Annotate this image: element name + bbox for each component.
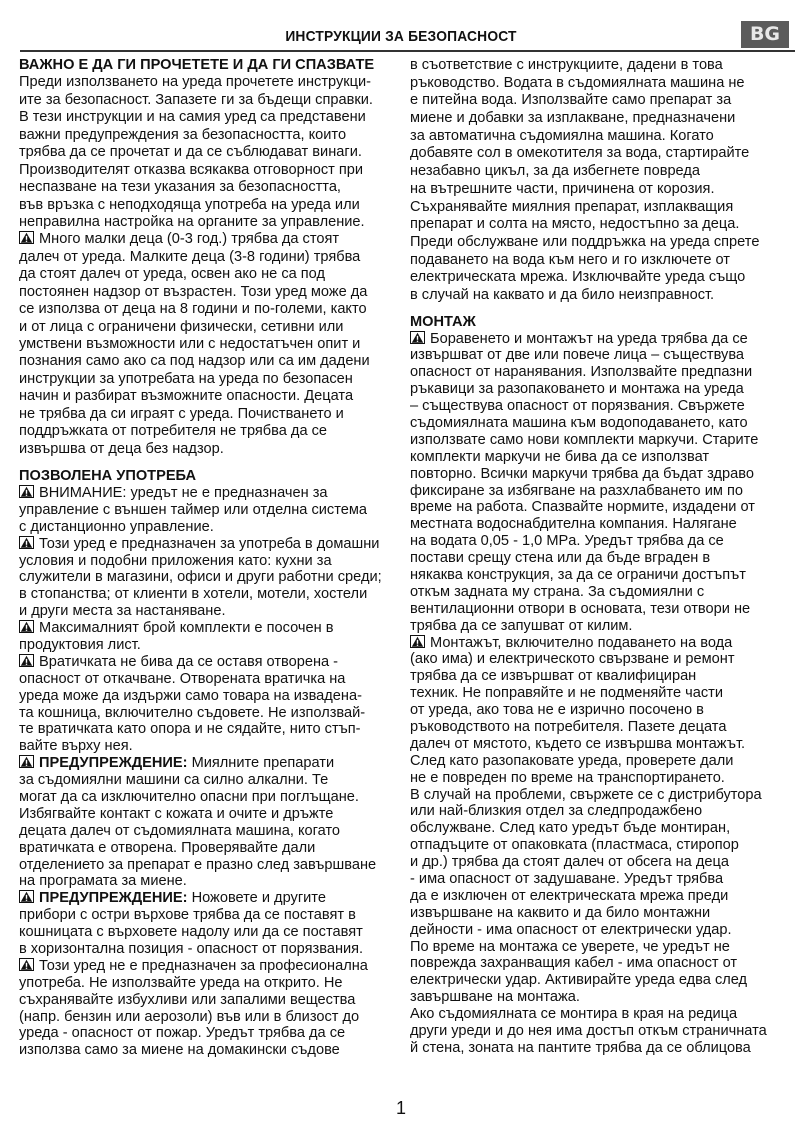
text-line bbox=[410, 550, 802, 567]
line-text: Боравенето и монтажът на уреда трябва да се bbox=[430, 330, 748, 347]
line-text: Монтажът, включително подаването на вода bbox=[430, 634, 733, 651]
line-text: от уреда, ако това не е изрично посочено в bbox=[410, 702, 704, 719]
text-line bbox=[19, 406, 409, 423]
text-line bbox=[19, 92, 409, 109]
line-text: уреда може да издържи само товара на извадена- bbox=[19, 687, 362, 704]
text-line bbox=[410, 57, 802, 75]
line-text: не е повреден по време на транспортирането. bbox=[410, 769, 725, 786]
line-text: управление с външен таймер или отделна система bbox=[19, 501, 368, 518]
line-text: незабавно цикъл, за да избегнете повреда bbox=[410, 163, 700, 180]
line-text: умствени възможности или с недостатъчен опит и bbox=[19, 336, 361, 352]
text-line bbox=[19, 890, 409, 907]
line-text: След като разопаковате уреда, проверете дали bbox=[410, 752, 734, 769]
text-line bbox=[19, 637, 409, 654]
text-line bbox=[410, 584, 802, 601]
line-text: използва само за миене на домакински съдове bbox=[19, 1042, 340, 1059]
text-line bbox=[410, 483, 802, 500]
warning-label: ПРЕДУПРЕЖДЕНИЕ: bbox=[39, 890, 188, 907]
line-text: извършват от две или повече лица – съществува bbox=[410, 347, 745, 364]
text-line bbox=[410, 364, 802, 381]
text-line bbox=[19, 301, 409, 318]
page-number: 1 bbox=[395, 1098, 406, 1118]
line-text: начин и разбират възможните опасности. Децата bbox=[19, 388, 354, 405]
text-line bbox=[19, 958, 409, 975]
line-text: ВАЖНО Е ДА ГИ ПРОЧЕТЕТЕ И ДА ГИ СПАЗВАТЕ bbox=[19, 57, 375, 73]
text-line bbox=[19, 975, 409, 992]
text-line bbox=[410, 381, 802, 398]
text-line bbox=[19, 502, 409, 519]
text-line bbox=[19, 924, 409, 941]
text-line bbox=[19, 941, 409, 958]
line-text: прибори с остри върхове трябва да се поставят в bbox=[19, 907, 356, 924]
line-text: могат да са изключително опасни при поглъщане. bbox=[19, 788, 359, 805]
line-text: и др.) трябва да стоят далеч от обсега на деца bbox=[410, 854, 729, 871]
text-line bbox=[410, 668, 802, 685]
text-line bbox=[410, 888, 802, 905]
text-line bbox=[19, 688, 409, 705]
line-text: не трябва да си играят с уреда. Почистването и bbox=[19, 405, 344, 422]
line-text: завършване на монтажа. bbox=[410, 989, 580, 1006]
line-text: ръководството на потребителя. Пазете децата bbox=[410, 719, 727, 735]
text-line bbox=[19, 840, 409, 857]
line-text: вентилационни отвори в основата, тези отвори не bbox=[410, 600, 751, 617]
section-heading bbox=[19, 468, 409, 485]
text-line bbox=[410, 287, 802, 305]
line-text: подаването на вода към него и го изключете от bbox=[410, 251, 730, 268]
line-text: някаква конструкция, за да се ограничи достъпът bbox=[410, 566, 746, 583]
line-text: местната водоснабдителна компания. Налягане bbox=[410, 516, 737, 533]
line-text: се използва от деца на 8 години и по-големи, както bbox=[19, 301, 367, 318]
warning-icon bbox=[19, 890, 34, 903]
header-divider bbox=[20, 50, 795, 52]
line-text: вратичката е отворена. Проверявайте дали bbox=[19, 839, 316, 856]
line-text: Избягвайте контакт с кожата и очите и дръжте bbox=[19, 805, 334, 822]
line-text: електрически удар. Активирайте уреда едва след bbox=[410, 972, 748, 989]
line-text: Много малки деца (0-3 год.) трябва да стоят bbox=[39, 231, 340, 248]
text-line bbox=[410, 75, 802, 93]
line-text: време на работа. Спазвайте нормите, издадени от bbox=[410, 499, 755, 516]
line-text: използвате само нови комплекти маркучи. Старите bbox=[410, 431, 759, 448]
line-text: отделението за препарат е празно след завършване bbox=[19, 856, 377, 873]
line-text: е питейна вода. Използвайте само препарат за bbox=[410, 92, 732, 109]
line-text: повторно. Всички маркучи трябва да бъдат здраво bbox=[410, 465, 754, 482]
text-line bbox=[19, 823, 409, 840]
text-line bbox=[410, 533, 802, 550]
warning-icon bbox=[19, 654, 34, 667]
text-line bbox=[410, 972, 802, 989]
line-text: в хоризонтална позиция - опасност от порязвания. bbox=[19, 941, 364, 957]
line-text: на водата 0,05 - 1,0 MPa. Уредът трябва да се bbox=[410, 533, 724, 550]
text-section bbox=[410, 57, 802, 305]
line-text: кошницата с върховете надолу или да се поставят bbox=[19, 924, 363, 941]
line-text: трябва да се запушват от килим. bbox=[410, 617, 633, 634]
warning-icon bbox=[19, 485, 34, 498]
text-line bbox=[19, 485, 409, 502]
text-line bbox=[19, 620, 409, 637]
text-line bbox=[410, 922, 802, 939]
line-text: ите за безопасност. Запазете ги за бъдещи справки. bbox=[19, 91, 373, 108]
text-line bbox=[410, 252, 802, 270]
text-line bbox=[19, 74, 409, 91]
line-text: Максималният брой комплекти е посочен в bbox=[39, 620, 334, 637]
text-line bbox=[410, 1023, 802, 1040]
text-line bbox=[19, 603, 409, 620]
warning-icon bbox=[410, 635, 425, 648]
text-line bbox=[410, 145, 802, 163]
line-text: трябва да се прочетат и да се съблюдават винаги. bbox=[19, 144, 362, 161]
text-line bbox=[410, 128, 802, 146]
line-text: Преди използването на уреда прочетете инструкци- bbox=[19, 74, 372, 91]
line-text: далеч от мястото, където се извършва монтажът. bbox=[410, 735, 746, 752]
text-line bbox=[410, 516, 802, 533]
line-text: постави срещу стена или да бъде вграден в bbox=[410, 550, 711, 567]
line-text: в случай на каквато и да било неизправност. bbox=[410, 286, 715, 303]
text-line bbox=[19, 1042, 409, 1059]
language-badge: BG bbox=[741, 21, 789, 48]
line-text: - има опасност от задушаване. Уредът трябва bbox=[410, 871, 724, 888]
line-text: за автоматична съдомиялна машина. Когато bbox=[410, 127, 714, 144]
warning-icon bbox=[19, 536, 34, 549]
text-line bbox=[410, 905, 802, 922]
line-text: – съществува опасност от порязвания. Свържете bbox=[410, 398, 745, 415]
line-text: комплекти маркучи не бива да се използват bbox=[410, 448, 710, 465]
text-line bbox=[19, 772, 409, 789]
text-line bbox=[410, 651, 802, 668]
line-text: служители в магазини, офиси и други работни среди; bbox=[19, 569, 382, 586]
warning-icon bbox=[19, 755, 34, 768]
text-line bbox=[19, 423, 409, 440]
text-line bbox=[19, 536, 409, 553]
text-line bbox=[410, 989, 802, 1006]
line-text: инструкции за употребата на уреда по безопасен bbox=[19, 370, 353, 387]
text-line bbox=[19, 519, 409, 536]
line-text: да е изключен от електрическата мрежа преди bbox=[410, 887, 729, 904]
text-line bbox=[19, 319, 409, 336]
text-line bbox=[410, 753, 802, 770]
text-line bbox=[19, 144, 409, 161]
text-line bbox=[410, 432, 802, 449]
text-line bbox=[19, 197, 409, 214]
text-line bbox=[410, 685, 802, 702]
line-text: или най-близкия отдел за следпродажбено bbox=[410, 803, 703, 820]
text-line bbox=[410, 803, 802, 820]
text-line bbox=[410, 234, 802, 252]
line-text: ПОЗВОЛЕНА УПОТРЕБА bbox=[19, 468, 197, 485]
left-column bbox=[19, 57, 409, 1059]
text-line bbox=[410, 163, 802, 181]
text-line bbox=[410, 635, 802, 652]
line-text: Този уред не е предназначен за професионална bbox=[39, 957, 368, 974]
line-text: далеч от уреда. Малките деца (3-8 години) трябва bbox=[19, 248, 361, 265]
line-text: постоянен надзор от възрастен. Този уред може да bbox=[19, 283, 368, 300]
text-line bbox=[19, 336, 409, 353]
line-text: на вътрешните части, причинена от корозия. bbox=[410, 180, 715, 197]
line-text: Миялните препарати bbox=[187, 755, 335, 772]
text-line bbox=[410, 499, 802, 516]
line-text: В тези инструкции и на самия уред са представени bbox=[19, 109, 366, 126]
text-line bbox=[19, 109, 409, 126]
text-line bbox=[19, 388, 409, 405]
line-text: употреба. Не използвайте уреда на открито. Не bbox=[19, 974, 343, 991]
text-line bbox=[410, 719, 802, 736]
line-text: добавяте сол в омекотителя за вода, стартирайте bbox=[410, 145, 750, 162]
text-line bbox=[19, 1009, 409, 1026]
line-text: за съдомиялни машини са силно алкални. Те bbox=[19, 772, 329, 789]
text-line bbox=[19, 671, 409, 688]
line-text: продуктовия лист. bbox=[19, 636, 141, 653]
line-text: в стопанства; от клиенти в хотели, мотели, хостели bbox=[19, 586, 368, 603]
line-text: на програмата за миене. bbox=[19, 873, 187, 890]
text-line bbox=[19, 127, 409, 144]
text-line bbox=[410, 181, 802, 199]
text-line bbox=[410, 398, 802, 415]
text-line bbox=[19, 371, 409, 388]
text-line bbox=[19, 249, 409, 266]
section-heading bbox=[410, 314, 802, 331]
line-text: дейности - има опасност от електрически удар. bbox=[410, 921, 732, 938]
line-text: та кошница, включително съдовете. Не използвай- bbox=[19, 704, 366, 721]
text-line bbox=[410, 269, 802, 287]
line-text: Съхранявайте миялния препарат, изплакващия bbox=[410, 198, 734, 215]
right-column bbox=[410, 57, 802, 1057]
text-line bbox=[410, 415, 802, 432]
line-text: вайте върху нея. bbox=[19, 738, 133, 755]
text-line bbox=[410, 820, 802, 837]
line-text: други уреди и до нея има достъп откъм страничната bbox=[410, 1023, 767, 1040]
line-text: ВНИМАНИЕ: уредът не е предназначен за bbox=[39, 484, 328, 501]
text-line bbox=[19, 806, 409, 823]
text-line bbox=[410, 854, 802, 871]
text-line bbox=[19, 553, 409, 570]
text-line bbox=[19, 284, 409, 301]
text-line bbox=[19, 441, 409, 458]
text-line bbox=[19, 873, 409, 890]
line-text: извършва от деца без надзор. bbox=[19, 440, 224, 457]
line-text: Производителят отказва всякаква отговорност при bbox=[19, 161, 364, 178]
text-line bbox=[410, 449, 802, 466]
line-text: Вратичката не бива да се оставя отворена - bbox=[39, 653, 339, 670]
line-text: Този уред е предназначен за употреба в домашни bbox=[39, 535, 380, 552]
line-text: опасност от откачване. Отворената вратичка на bbox=[19, 670, 346, 687]
line-text: с дистанционно управление. bbox=[19, 518, 214, 535]
line-text: опасност от наранявания. Използвайте предпазни bbox=[410, 364, 753, 381]
text-line bbox=[19, 654, 409, 671]
line-text: В случай на проблеми, свържете се с дистрибутора bbox=[410, 786, 762, 803]
section-heading bbox=[19, 57, 409, 74]
line-text: във връзка с неподходяща употреба на уреда или bbox=[19, 196, 360, 213]
line-text: съдомиялната машина към водоподаването, като bbox=[410, 414, 748, 431]
line-text: техник. Не поправяйте и не подменяйте части bbox=[410, 685, 723, 702]
text-line bbox=[19, 162, 409, 179]
text-line bbox=[410, 216, 802, 234]
line-text: важни предупреждения за безопасността, които bbox=[19, 126, 347, 143]
line-text: уреда - опасност от пожар. Уредът трябва да се bbox=[19, 1025, 346, 1042]
text-line bbox=[19, 1025, 409, 1042]
line-text: условия и подобни приложения като: кухни за bbox=[19, 552, 332, 569]
line-text: и други места за настаняване. bbox=[19, 603, 226, 620]
text-line bbox=[410, 331, 802, 348]
line-text: откъм задната му страна. За съдомиялни с bbox=[410, 583, 705, 600]
text-line bbox=[19, 755, 409, 772]
line-text: Преди обслужване или поддръжка на уреда спрете bbox=[410, 233, 760, 250]
text-line bbox=[410, 110, 802, 128]
line-text: (напр. бензин или аерозоли) във или в близост до bbox=[19, 1008, 360, 1025]
text-line bbox=[19, 992, 409, 1009]
line-text: обслужване. След като уредът бъде монтиран, bbox=[410, 820, 731, 837]
line-text: извършване на каквито и да било монтажни bbox=[410, 904, 711, 921]
line-text: ръкавици за разопаковането и монтажа на уреда bbox=[410, 381, 744, 398]
line-text: МОНТАЖ bbox=[410, 313, 476, 330]
page-title: ИНСТРУКЦИИ ЗА БЕЗОПАСНОСТ bbox=[285, 28, 517, 45]
warning-label: ПРЕДУПРЕЖДЕНИЕ: bbox=[39, 755, 188, 772]
text-line bbox=[410, 837, 802, 854]
text-section bbox=[19, 57, 409, 458]
line-text: поддръжката от потребителя не трябва да се bbox=[19, 423, 328, 440]
text-line bbox=[410, 770, 802, 787]
text-line bbox=[410, 199, 802, 217]
text-line bbox=[410, 92, 802, 110]
text-line bbox=[410, 871, 802, 888]
line-text: децата далеч от съдомиялната машина, когато bbox=[19, 822, 341, 839]
text-line bbox=[19, 789, 409, 806]
line-text: препарат и солта на място, недостъпно за деца. bbox=[410, 216, 740, 233]
line-text: съхранявайте избухливи или запалими вещества bbox=[19, 991, 356, 1008]
text-line bbox=[19, 231, 409, 248]
text-line bbox=[19, 266, 409, 283]
text-line bbox=[19, 857, 409, 874]
warning-icon bbox=[410, 331, 425, 344]
warning-icon bbox=[19, 620, 34, 633]
text-section bbox=[19, 468, 409, 1059]
line-text: и от лица с ограничени физически, сетивни или bbox=[19, 318, 344, 335]
line-text: неправилна настройка на органите за управление. bbox=[19, 213, 365, 230]
line-text: отпадъците от опаковката (пластмаса, стиропор bbox=[410, 837, 739, 854]
line-text: фиксиране за избягване на разхлабването им по bbox=[410, 482, 743, 499]
text-line bbox=[19, 738, 409, 755]
line-text: те вратичката като опора и не сядайте, нито стъп- bbox=[19, 721, 361, 738]
text-line bbox=[410, 702, 802, 719]
line-text: познания само ако са под надзор или са им дадени bbox=[19, 353, 370, 370]
line-text: неспазване на тези указания за безопасността, bbox=[19, 179, 341, 196]
text-line bbox=[410, 939, 802, 956]
text-line bbox=[410, 466, 802, 483]
text-line bbox=[410, 618, 802, 635]
line-text: ръководство. Водата в съдомиялната машина не bbox=[410, 74, 745, 91]
text-line bbox=[19, 214, 409, 231]
text-section bbox=[410, 314, 802, 1057]
text-line bbox=[410, 955, 802, 972]
line-text: (ако има) и електрическото свързване и ремонт bbox=[410, 651, 735, 668]
warning-icon bbox=[19, 958, 34, 971]
text-line bbox=[19, 721, 409, 738]
line-text: да стоят далеч от уреда, освен ако не са под bbox=[19, 266, 325, 283]
text-line bbox=[410, 601, 802, 618]
warning-icon bbox=[19, 231, 34, 244]
text-line bbox=[19, 569, 409, 586]
text-line bbox=[19, 586, 409, 603]
text-line bbox=[19, 179, 409, 196]
text-line bbox=[410, 347, 802, 364]
text-line bbox=[19, 705, 409, 722]
line-text: миене и добавки за изплакване, предназначени bbox=[410, 110, 736, 127]
text-line bbox=[19, 907, 409, 924]
text-line bbox=[19, 353, 409, 370]
text-line bbox=[410, 787, 802, 804]
line-text: Ако съдомиялната се монтира в края на редица bbox=[410, 1006, 738, 1023]
text-line bbox=[410, 567, 802, 584]
text-line bbox=[410, 736, 802, 753]
line-text: трябва да се извършват от квалифициран bbox=[410, 668, 697, 685]
text-line bbox=[410, 1040, 802, 1057]
line-text: електрическата мрежа. Изключвайте уреда също bbox=[410, 269, 746, 286]
line-text: в съответствие с инструкциите, дадени в това bbox=[410, 57, 723, 73]
line-text: По време на монтажа се уверете, че уредът не bbox=[410, 938, 730, 955]
line-text: поврежда захранващия кабел - има опасност от bbox=[410, 955, 738, 972]
text-line bbox=[410, 1006, 802, 1023]
line-text: й стена, зоната на пантите трябва да се облицова bbox=[410, 1039, 751, 1056]
line-text: Ножовете и другите bbox=[187, 890, 326, 907]
